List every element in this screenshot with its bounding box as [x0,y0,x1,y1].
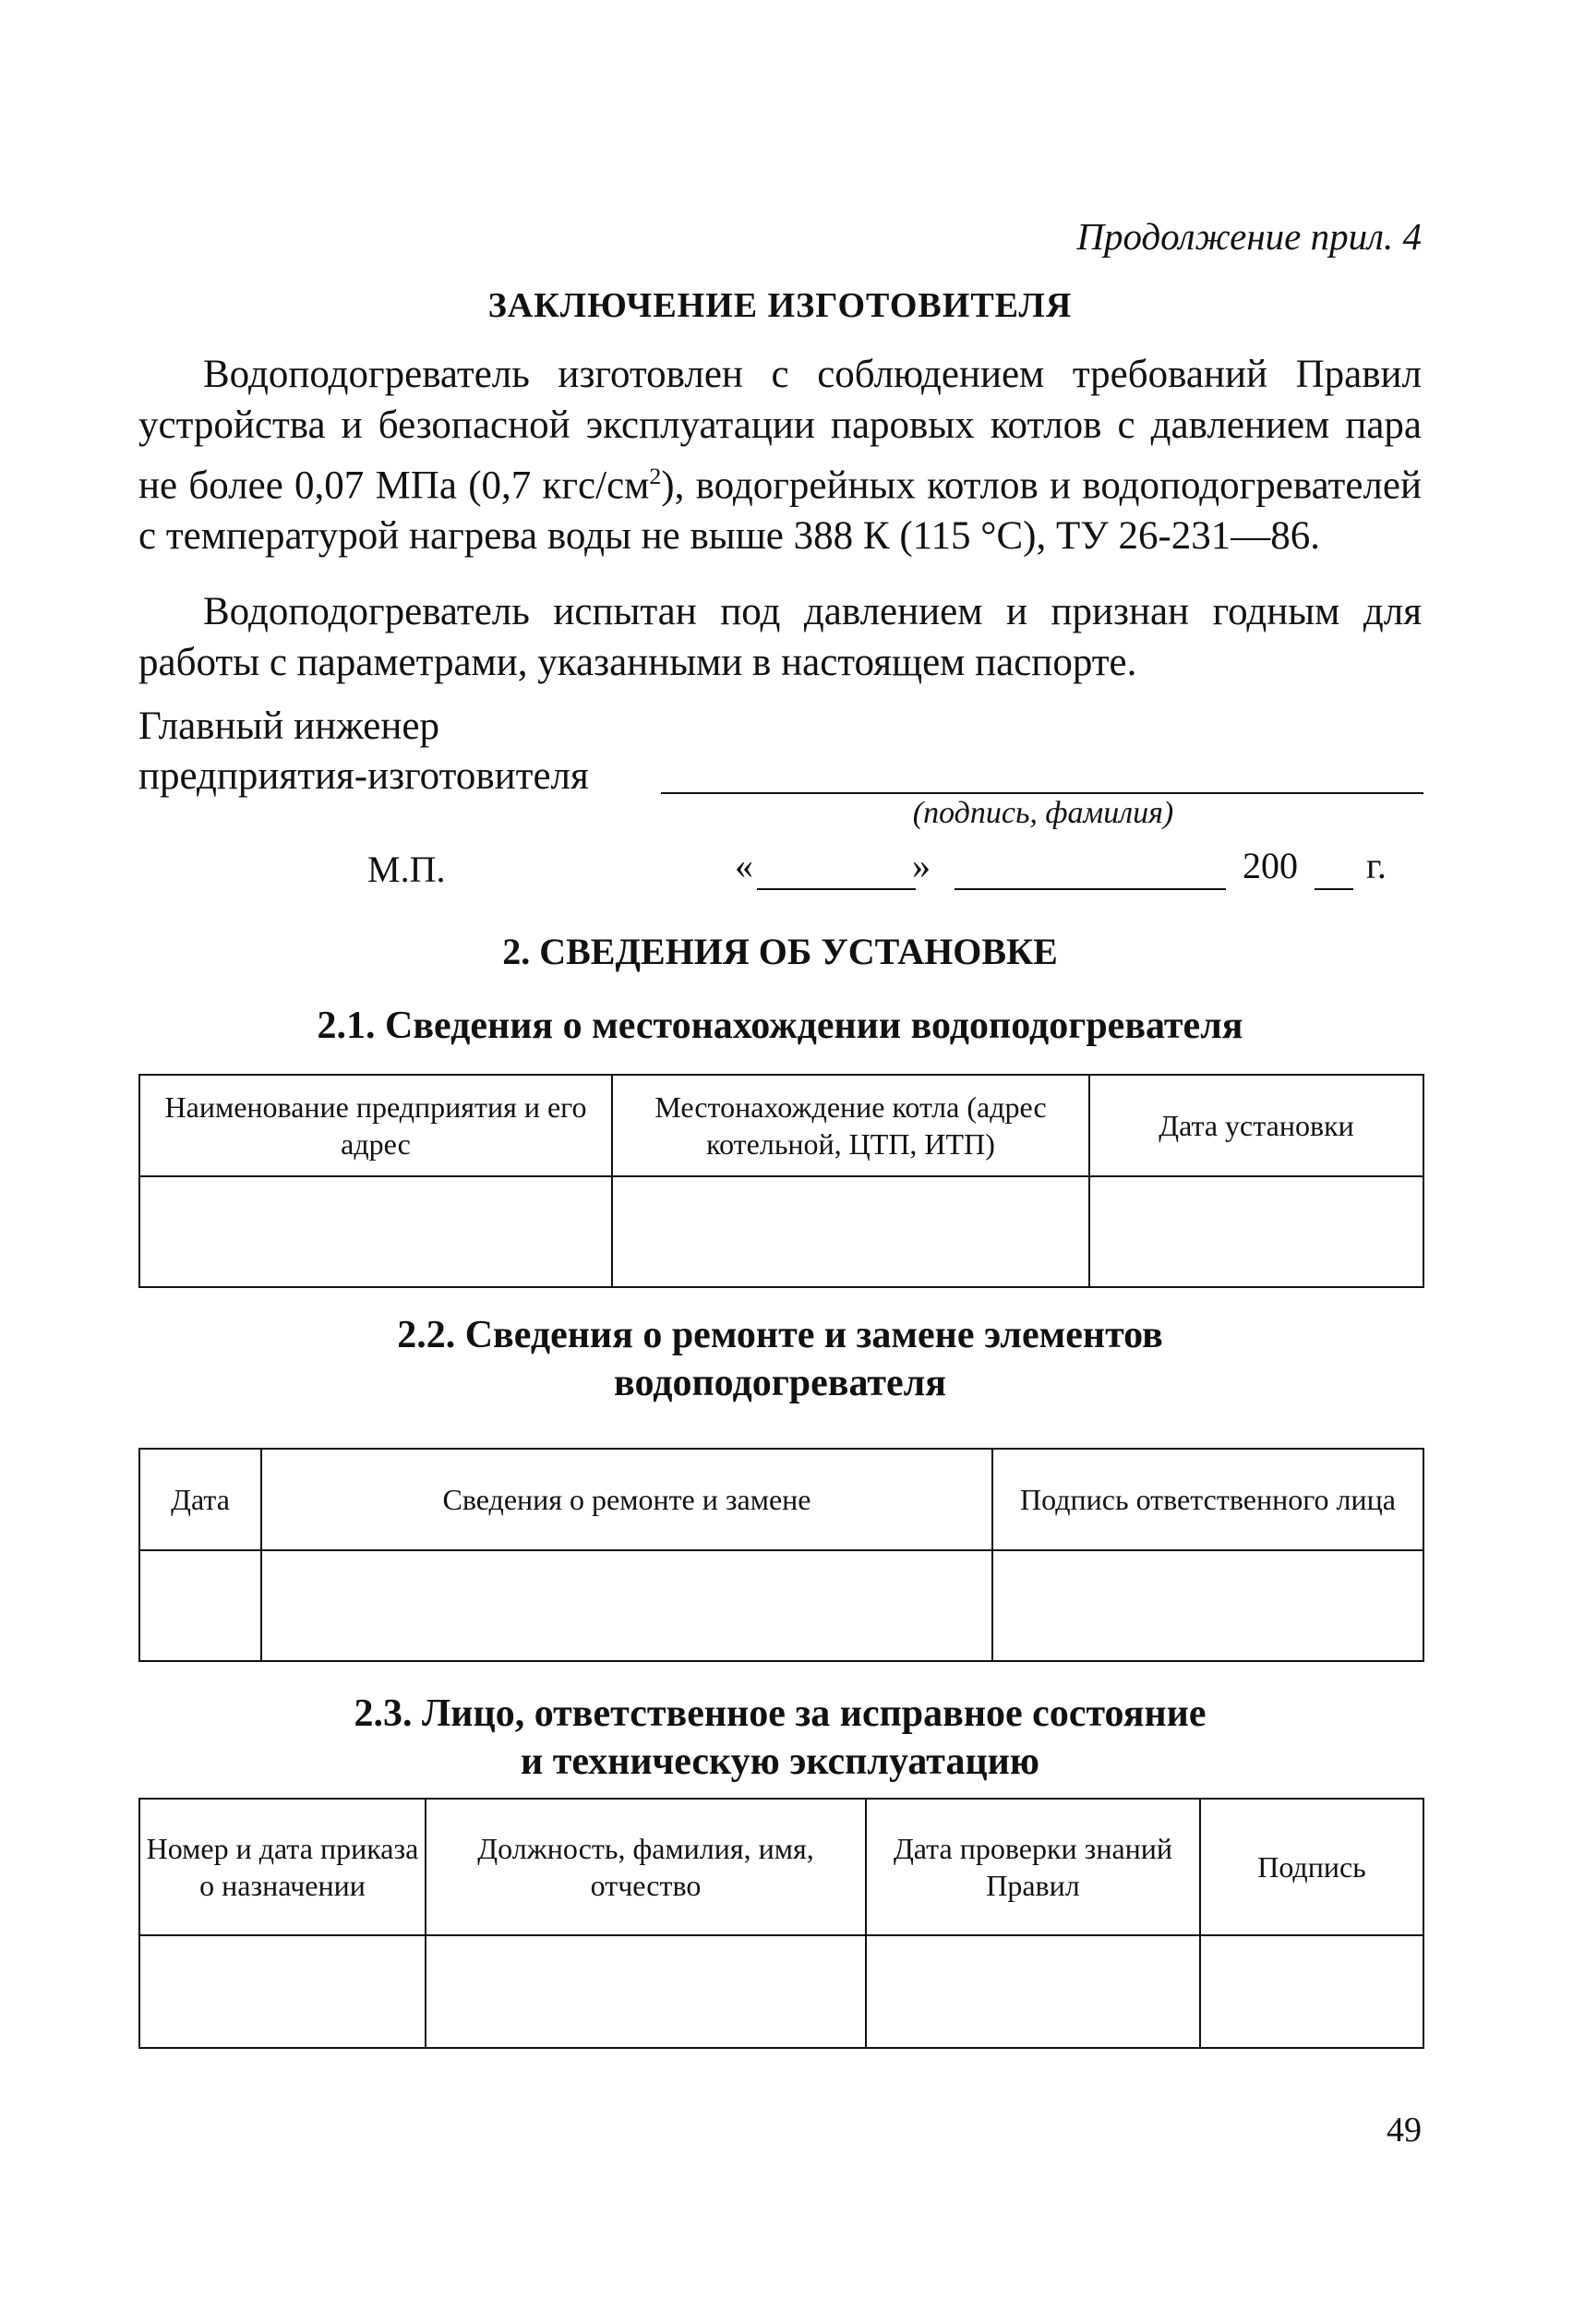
continuation-note: Продолжение прил. 4 [1076,215,1422,258]
table-row [139,1176,1423,1287]
location-table [138,1074,1424,1288]
empty-cell [1200,1935,1423,2048]
header-cell: Местонахождение котла (адрес котельной, ЦТП, ИТП) [612,1075,1089,1176]
section-2-3-title [138,1690,1422,1786]
header-cell: Сведения о ремонте и замене [261,1449,992,1550]
header-cell: Дата установки [1089,1075,1423,1176]
section-2-2-title-line-2: водоподогревателя [614,1362,946,1404]
section-2-2-title-line-1: 2.2. Сведения о ремонте и замене элементов [397,1314,1163,1356]
empty-cell [992,1550,1423,1661]
table-row [139,1550,1423,1661]
empty-cell [139,1550,261,1661]
empty-cell [426,1935,866,2048]
conclusion-paragraph-1-part-b: ), водогрейных котлов и водоподогревателей с температурой нагрева воды не выше 388 К (115 °С), ТУ 26-231—86. [138,464,1422,559]
empty-cell [866,1935,1200,2048]
date-year: 200 [1243,845,1298,886]
empty-cell [139,1935,426,2048]
section-2-2-title [138,1311,1422,1407]
conclusion-paragraph-1-part-a: Водоподогреватель изготовлен с соблюдением требований Правил устройства и безопасной эксплуатации паровых котлов с давлением пара не более 0,07 МПа (0,7 кгс/см [138,353,1422,508]
date-day-line [757,888,916,890]
date-year-suffix: г. [1366,845,1387,886]
header-cell: Дата [139,1449,261,1550]
repair-table [138,1448,1424,1662]
conclusion-title: ЗАКЛЮЧЕНИЕ ИЗГОТОВИТЕЛЯ [487,286,1073,325]
page-number: 49 [1387,2111,1422,2149]
conclusion-paragraph-2: Водоподогреватель испытан под давлением и признан годным для работы с параметрами, указанными в настоящем паспорте. [138,590,1422,684]
stamp-label: М.П. [367,849,446,890]
responsible-person-table [138,1798,1424,2049]
header-cell: Должность, фамилия, имя, отчество [426,1799,866,1935]
header-cell: Дата проверки знаний Правил [866,1799,1200,1935]
date-year-line [1315,888,1353,890]
empty-cell [139,1176,612,1287]
section-2-title: 2. СВЕДЕНИЯ ОБ УСТАНОВКЕ [502,931,1058,972]
date-open-quote: « [735,845,753,886]
header-cell: Подпись ответственного лица [992,1449,1423,1550]
section-2-1-title: 2.1. Сведения о местонахождении водоподогревателя [317,1005,1243,1047]
table-header-row [139,1075,1423,1176]
empty-cell [1089,1176,1423,1287]
signer-title-line-2: предприятия-изготовителя [138,754,589,798]
signer-title-line-1: Главный инженер [138,704,439,748]
header-cell: Наименование предприятия и его адрес [139,1075,612,1176]
empty-cell [612,1176,1089,1287]
date-month-line [955,888,1226,890]
conclusion-paragraph-1 [138,349,1422,561]
section-2-3-title-line-2: и техническую эксплуатацию [521,1740,1039,1783]
signature-hint: (подпись, фамилия) [912,796,1174,830]
table-header-row [139,1449,1423,1550]
signature-line [661,792,1423,794]
section-2-3-title-line-1: 2.3. Лицо, ответственное за исправное состояние [354,1692,1207,1735]
header-cell: Подпись [1200,1799,1423,1935]
conclusion-paragraph-1-superscript: 2 [649,463,662,489]
table-row [139,1935,1423,2048]
header-cell: Номер и дата приказа о назначении [139,1799,426,1935]
date-close-quote: » [912,845,931,886]
table-header-row [139,1799,1423,1935]
empty-cell [261,1550,992,1661]
